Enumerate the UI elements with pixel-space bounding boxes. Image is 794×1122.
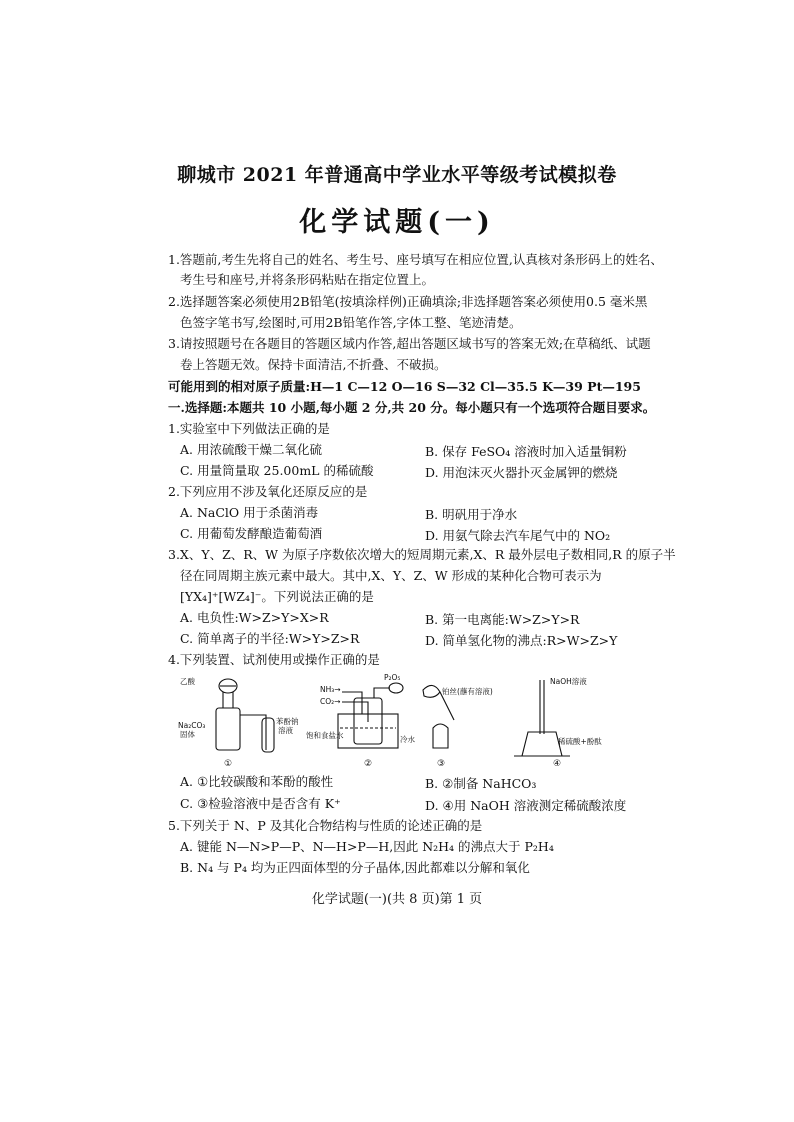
burner-3 [433,724,448,748]
option-b: B. 保存 FeSO₄ 溶液时加入适量铜粉 [425,444,627,459]
label-p2o5: P₂O₅ [384,673,401,682]
label-na2co3: Na₂CO₃ [178,721,206,730]
option-a: A. 用浓硫酸干燥二氧化硫 [180,442,322,457]
instruction-line: 1.答题前,考生先将自己的姓名、考生号、座号填写在相应位置,认真核对条形码上的姓名、 [168,252,663,267]
label-solid: 固体 [180,730,195,739]
option-a: A. NaClO 用于杀菌消毒 [180,505,319,520]
question-stem: 4.下列装置、试剂使用或操作正确的是 [168,652,380,667]
instruction-line: 考生号和座号,并将条形码粘贴在指定位置上。 [180,272,434,287]
funnel-stem [223,692,233,708]
label-platinum-wire: 铂丝(蘸有溶液) [442,687,493,696]
section-heading: 一.选择题:本题共 10 小题,每小题 2 分,共 20 分。每小题只有一个选项符合题目要求。 [168,400,656,415]
figure-number-2: ② [364,759,373,769]
label-naoh: NaOH溶液 [550,677,587,686]
outlet-tube [374,688,390,698]
instruction-line: 卷上答题无效。保持卡面清洁,不折叠、不破损。 [180,357,447,372]
option-b: B. N₄ 与 P₄ 均为正四面体型的分子晶体,因此都难以分解和氧化 [180,860,530,875]
conical-flask [522,732,562,756]
label-h2so4: 稀硫酸+酚酞 [558,737,602,746]
instruction-line: 色签字笔书写,绘图时,可用2B铅笔作答,字体工整、笔迹清楚。 [180,315,522,330]
option-d: D. 简单氢化物的沸点:R>W>Z>Y [425,633,618,648]
question-stem: 径在同周期主族元素中最大。其中,X、Y、Z、W 形成的某种化合物可表示为 [180,568,602,583]
label-phenoxide: 苯酚钠 [276,717,299,726]
question-stem: 2.下列应用不涉及氧化还原反应的是 [168,484,368,499]
option-d: D. ④用 NaOH 溶液测定稀硫酸浓度 [425,798,627,813]
option-c: C. 用量筒量取 25.00mL 的稀硫酸 [180,463,374,478]
figure-number-3: ③ [437,759,446,769]
option-c: C. 用葡萄发酵酿造葡萄酒 [180,526,323,541]
figure-number-4: ④ [553,759,562,769]
question-stem: 3.X、Y、Z、R、W 为原子序数依次增大的短周期元素,X、R 最外层电子数相同,R 的原子半 [168,547,676,562]
apparatus-diagram [178,670,608,770]
platinum-wire [440,692,454,720]
question-stem: 1.实验室中下列做法正确的是 [168,421,330,436]
instruction-line: 3.请按照题号在各题目的答题区域内作答,超出答题区域书写的答案无效;在草稿纸、试题 [168,336,651,351]
page-footer: 化学试题(一)(共 8 页)第 1 页 [311,892,483,907]
figure-number-1: ① [224,759,233,769]
label-cold-water: 冷水 [400,735,415,744]
gas-inlet-tubes [342,692,368,722]
question-stem: [YX₄]⁺[WZ₄]⁻。下列说法正确的是 [180,589,374,604]
drying-tube [389,683,403,693]
instruction-line: 2.选择题答案必须使用2B铅笔(按填涂样例)正确填涂;非选择题答案必须使用0.5 毫米黑 [168,294,648,309]
question-stem: 5.下列关于 N、P 及其化合物结构与性质的论述正确的是 [168,818,483,833]
test-tube-1 [262,718,274,752]
exam-subtitle: 化学试题(一) [299,207,495,238]
atomic-masses: 可能用到的相对原子质量:H—1 C—12 O—16 S—32 Cl—35.5 K—39 Pt—195 [168,379,641,394]
option-c: C. 简单离子的半径:W>Y>Z>R [180,631,360,646]
label-acid: 乙酸 [180,677,195,686]
label-co2: CO₂→ [320,697,341,706]
option-a: A. 键能 N—N>P—P、N—H>P—H,因此 N₂H₄ 的沸点大于 P₂H₄ [180,839,554,854]
option-b: B. ②制备 NaHCO₃ [425,776,537,791]
label-nh3: NH₃→ [320,685,341,694]
label-brine: 饱和食盐水 [306,731,344,740]
option-b: B. 明矾用于净水 [425,507,518,522]
option-a: A. ①比较碳酸和苯酚的酸性 [180,774,334,789]
option-a: A. 电负性:W>Z>Y>X>R [180,610,329,625]
option-d: D. 用泡沫灭火器扑灭金属钾的燃烧 [425,465,618,480]
label-solution: 溶液 [278,726,293,735]
option-b: B. 第一电离能:W>Z>Y>R [425,612,580,627]
option-d: D. 用氨气除去汽车尾气中的 NO₂ [425,528,611,543]
apparatus-figure [178,670,608,770]
option-c: C. ③检验溶液中是否含有 K⁺ [180,796,341,811]
exam-title: 聊城市 2021 年普通高中学业水平等级考试模拟卷 [177,164,617,186]
flask-1 [216,708,240,750]
hand-3 [423,685,440,697]
